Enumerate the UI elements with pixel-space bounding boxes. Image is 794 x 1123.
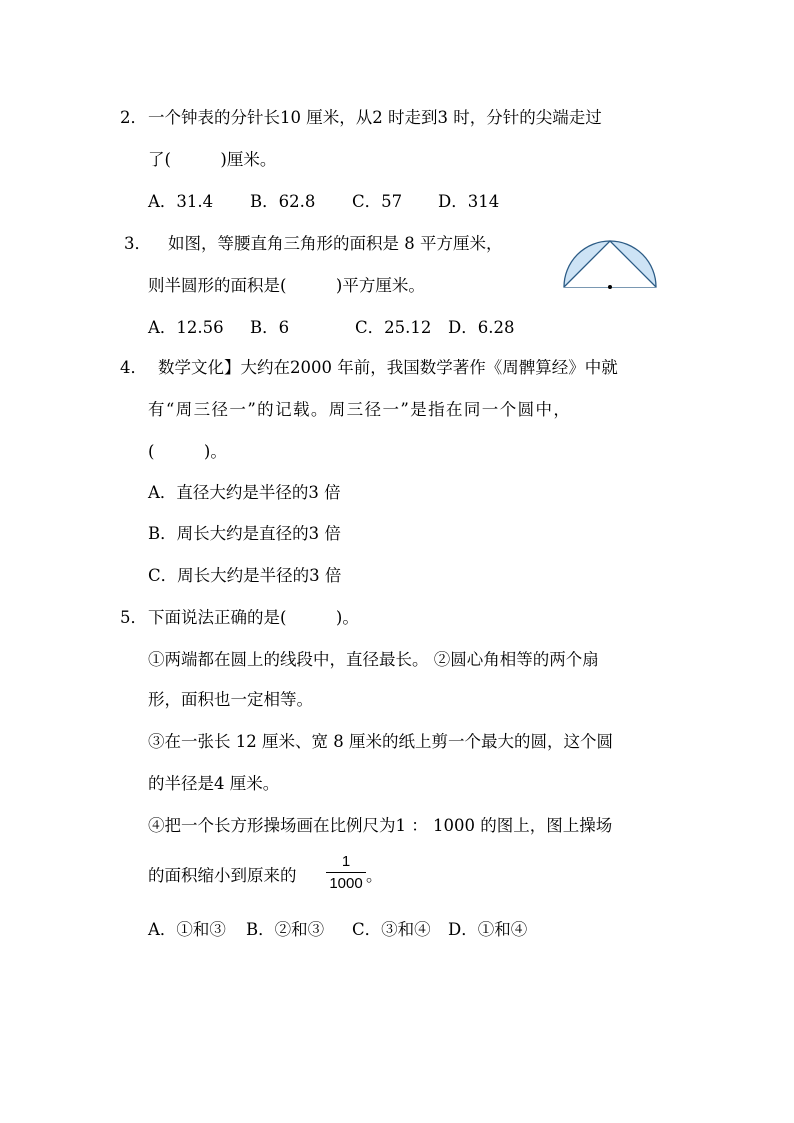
- question-3-option-c: C．25.12: [355, 318, 432, 337]
- question-3-text-line2: 则半圆形的面积是( )平方厘米。: [148, 276, 425, 295]
- question-2-text-line1: 一个钟表的分针长10 厘米，从2 时走到3 时，分针的尖端走过: [148, 108, 602, 127]
- fraction-denominator: 1000: [329, 875, 363, 892]
- question-5-statement-4: ④把一个长方形操场画在比例尺为1 ： 1000 的图上，图上操场: [148, 816, 613, 835]
- question-2-text-line2: 了( )厘米。: [148, 150, 277, 169]
- question-2-option-d: D．314: [438, 192, 500, 211]
- question-5-option-b: B．②和③: [246, 920, 325, 939]
- question-5-statement-1-2: ①两端都在圆上的线段中，直径最长。 ②圆心角相等的两个扇: [148, 650, 599, 669]
- fraction-bar: [326, 872, 366, 873]
- question-4-text-line3: ( )。: [148, 442, 227, 461]
- center-point: [608, 285, 612, 289]
- question-4-text-line2: 有“周三径一”的记载。周三径一”是指在同一个圆中，: [148, 400, 572, 419]
- question-4-option-a: A．直径大约是半径的3 倍: [148, 483, 341, 502]
- question-3-option-b: B．6: [250, 318, 290, 337]
- question-4-number: 4．: [120, 358, 147, 377]
- question-2-option-a: A．31.4: [148, 192, 214, 211]
- question-3-text-line1: 如图，等腰直角三角形的面积是 8 平方厘米，: [168, 234, 503, 253]
- question-5-statement-3-cont: 的半径是4 厘米。: [148, 774, 280, 793]
- question-3-option-a: A．12.56: [148, 318, 224, 337]
- question-5-statement-2-cont: 形，面积也一定相等。: [148, 690, 313, 709]
- question-3-option-d: D．6.28: [448, 318, 515, 337]
- question-4-option-c: C．周长大约是半径的3 倍: [148, 566, 342, 585]
- question-2-option-b: B．62.8: [250, 192, 316, 211]
- question-5-option-c: C．③和④: [352, 920, 431, 939]
- question-3-number: 3．: [124, 234, 151, 253]
- question-5-statement-4-end: 。: [366, 866, 383, 885]
- question-5-statement-4-cont: 的面积缩小到原来的: [148, 866, 297, 885]
- question-5-number: 5．: [120, 608, 147, 627]
- question-2-option-c: C．57: [352, 192, 403, 211]
- question-5-text-line1: 下面说法正确的是( )。: [148, 608, 359, 627]
- question-5-option-d: D．①和④: [448, 920, 528, 939]
- question-5-statement-3: ③在一张长 12 厘米、宽 8 厘米的纸上剪一个最大的圆，这个圆: [148, 732, 613, 751]
- question-4-text-line1: 数学文化】大约在2000 年前，我国数学著作《周髀算经》中就: [158, 358, 618, 377]
- question-2-number: 2．: [120, 108, 147, 127]
- question-4-option-b: B．周长大约是直径的3 倍: [148, 524, 341, 543]
- semicircle-triangle-figure: [560, 232, 662, 292]
- fraction-numerator: 1: [341, 853, 351, 870]
- fraction-one-thousandth: [326, 853, 366, 892]
- question-5-option-a: A．①和③: [148, 920, 226, 939]
